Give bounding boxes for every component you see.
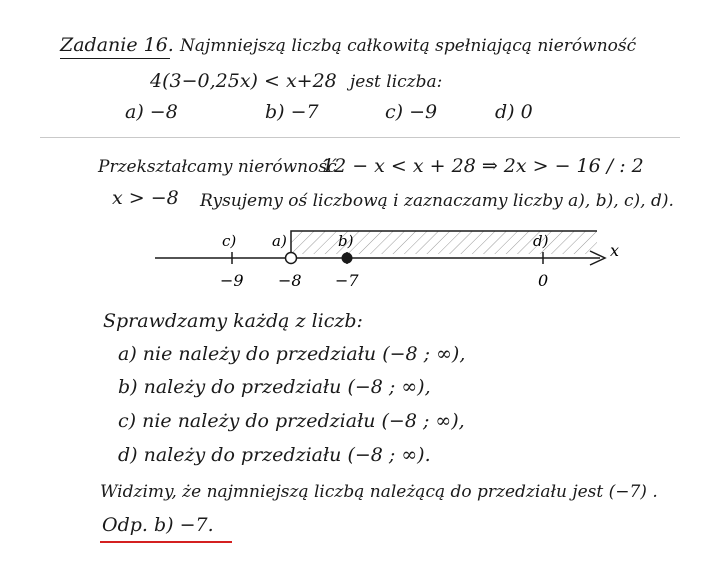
problem-statement: Najmniejszą liczbą całkowitą spełniającą nierówność	[180, 36, 637, 56]
problem-title: Zadanie 16.	[60, 34, 174, 56]
point-label-d: d)	[533, 232, 549, 250]
answer-underline	[100, 541, 232, 543]
title-underline	[60, 58, 170, 59]
conclusion: Widzimy, że najmniejszą liczbą należącą do przedziału jest (−7) .	[100, 482, 658, 502]
point-label-a: a)	[272, 232, 287, 250]
tick-label-minus-9: −9	[220, 271, 244, 290]
filled-point-minus-7	[342, 253, 353, 264]
section-divider	[40, 137, 680, 138]
problem-suffix: jest liczba:	[350, 72, 443, 92]
axis-label: x	[610, 241, 620, 260]
open-point-minus-8	[286, 253, 297, 264]
number-line	[0, 228, 711, 298]
option-c: c) −9	[385, 101, 438, 123]
transform-math: 12 − x < x + 28 ⇒ 2x > − 16 / : 2	[322, 155, 644, 177]
tick-label-zero: 0	[538, 271, 549, 290]
result-inequality: x > −8	[112, 187, 179, 209]
option-d: d) 0	[495, 101, 533, 123]
draw-instruction: Rysujemy oś liczbową i zaznaczamy liczby a), b), c), d).	[200, 191, 674, 211]
tick-label-minus-8: −8	[278, 271, 302, 290]
problem-inequality: 4(3−0,25x) < x+28	[150, 70, 337, 92]
point-label-b: b)	[338, 232, 354, 250]
check-c: c) nie należy do przedziału (−8 ; ∞),	[118, 410, 465, 432]
check-d: d) należy do przedziału (−8 ; ∞).	[118, 444, 431, 466]
option-b: b) −7	[265, 101, 319, 123]
transform-text: Przekształcamy nierówność	[98, 157, 337, 177]
final-answer: Odp. b) −7.	[102, 514, 214, 536]
tick-label-minus-7: −7	[335, 271, 359, 290]
point-label-c: c)	[222, 232, 237, 250]
check-a: a) nie należy do przedziału (−8 ; ∞),	[118, 343, 466, 365]
solution-region-hatch	[291, 231, 597, 254]
check-intro: Sprawdzamy każdą z liczb:	[103, 310, 363, 332]
check-b: b) należy do przedziału (−8 ; ∞),	[118, 376, 431, 398]
option-a: a) −8	[125, 101, 178, 123]
